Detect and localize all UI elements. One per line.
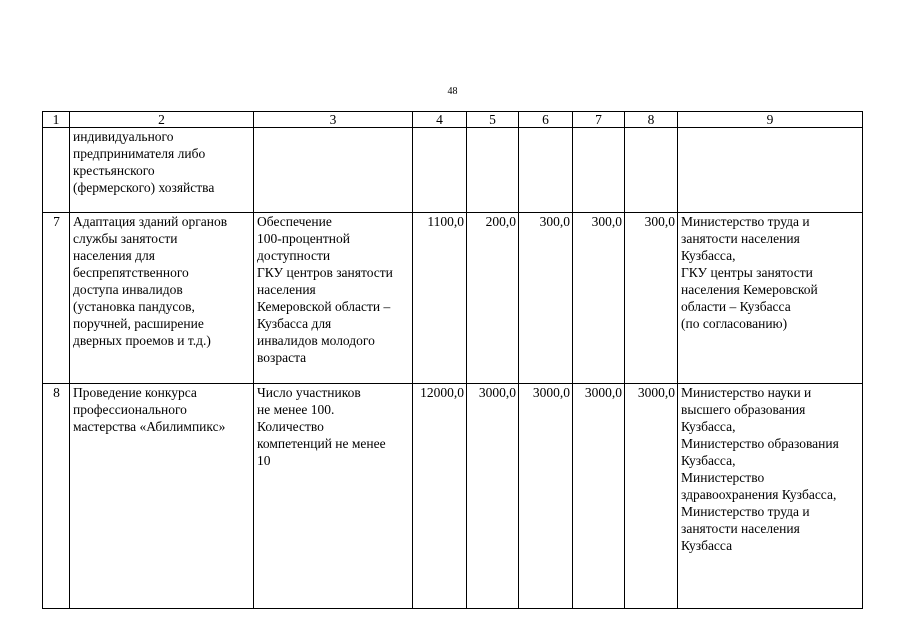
executor-cell (678, 128, 863, 213)
column-number: 3 (254, 112, 413, 128)
column-number-row (43, 112, 863, 128)
column-number: 9 (678, 112, 863, 128)
program-measures-table (42, 111, 863, 609)
value-cell: 300,0 (573, 213, 625, 384)
page-number: 48 (447, 86, 458, 97)
column-number: 8 (625, 112, 678, 128)
value-cell: 300,0 (625, 213, 678, 384)
column-number: 1 (43, 112, 70, 128)
table-row (43, 213, 863, 384)
value-cell: 3000,0 (625, 384, 678, 609)
value-cell (573, 128, 625, 213)
column-number: 5 (467, 112, 519, 128)
table-row (43, 128, 863, 213)
row-index: 8 (43, 384, 70, 609)
indicator-cell (254, 128, 413, 213)
executor-cell: Министерство труда и занятости населения Кузбасса, ГКУ центры занятости населения Кемеровской области – Кузбасса (по согласованию) (678, 213, 863, 384)
table-row (43, 384, 863, 609)
value-cell: 1100,0 (413, 213, 467, 384)
value-cell: 12000,0 (413, 384, 467, 609)
value-cell: 300,0 (519, 213, 573, 384)
row-index (43, 128, 70, 213)
value-cell: 3000,0 (573, 384, 625, 609)
value-cell (413, 128, 467, 213)
column-number: 7 (573, 112, 625, 128)
indicator-cell: Обеспечение 100-процентной доступности ГКУ центров занятости населения Кемеровской области – Кузбасса для инвалидов молодого возраста (254, 213, 413, 384)
measure-cell: Проведение конкурса профессионального мастерства «Абилимпикс» (70, 384, 254, 609)
measure-cell: индивидуального предпринимателя либо крестьянского (фермерского) хозяйства (70, 128, 254, 213)
value-cell (519, 128, 573, 213)
value-cell (467, 128, 519, 213)
measure-cell: Адаптация зданий органов службы занятости населения для беспрепятственного доступа инвалидов (установка пандусов, поручней, расширение дверных проемов и т.д.) (70, 213, 254, 384)
row-index: 7 (43, 213, 70, 384)
value-cell (625, 128, 678, 213)
value-cell: 3000,0 (467, 384, 519, 609)
executor-cell: Министерство науки и высшего образования Кузбасса, Министерство образования Кузбасса, Министерство здравоохранения Кузбасса, Министерство труда и занятости населения Кузбасса (678, 384, 863, 609)
column-number: 4 (413, 112, 467, 128)
column-number: 6 (519, 112, 573, 128)
value-cell: 3000,0 (519, 384, 573, 609)
indicator-cell: Число участников не менее 100. Количество компетенций не менее 10 (254, 384, 413, 609)
column-number: 2 (70, 112, 254, 128)
value-cell: 200,0 (467, 213, 519, 384)
